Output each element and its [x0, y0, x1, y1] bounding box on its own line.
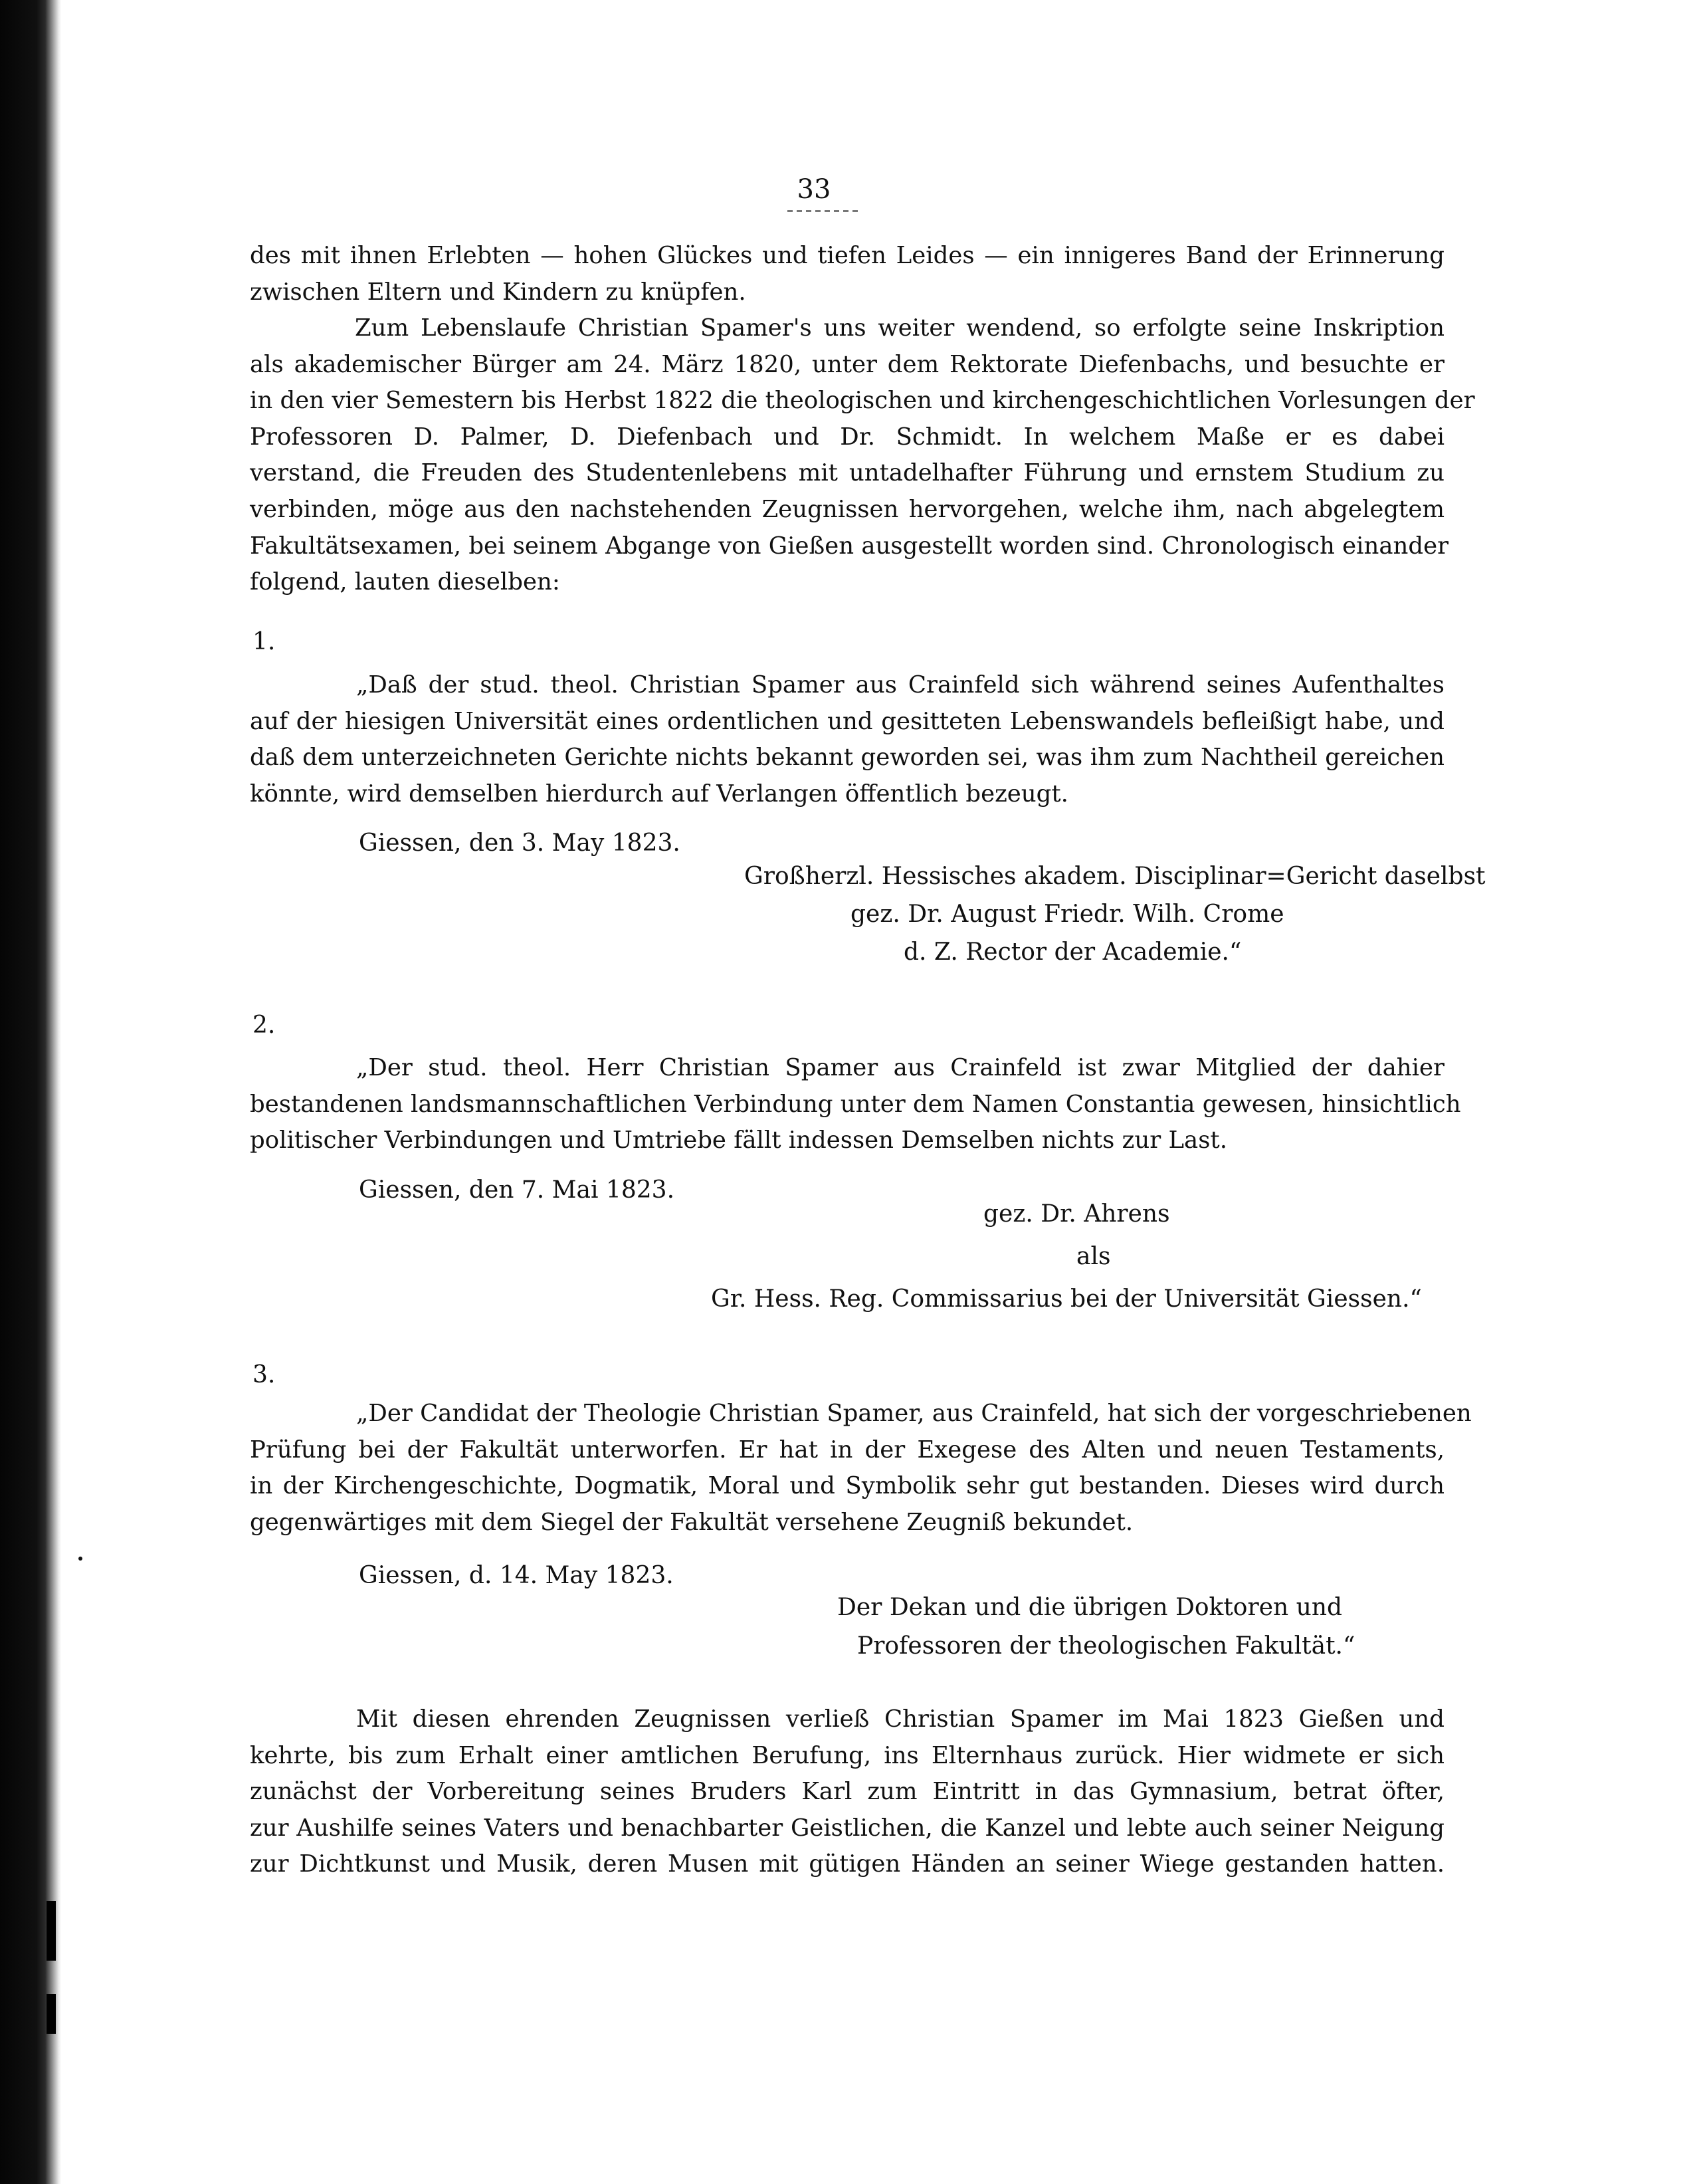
text-line: könnte, wird demselben hierdurch auf Verlangen öffentlich bezeugt. [250, 780, 1068, 808]
closing-paragraph [250, 1701, 1445, 1883]
text-line: zur Aushilfe seines Vaters und benachbarter Geistlichen, die Kanzel und lebte auch seiner Neigung [250, 1814, 1445, 1842]
body-paragraph [250, 310, 1475, 601]
signature-line: Großherzl. Hessisches akadem. Disciplinar=Gericht daselbst [744, 863, 1486, 890]
text-line: zwischen Eltern und Kindern zu knüpfen. [250, 278, 746, 306]
text-line: kehrte, bis zum Erhalt einer amtlichen Berufung, ins Elternhaus zurück. Hier widmete er sich [250, 1741, 1445, 1769]
certificate-number: 1. [252, 628, 276, 655]
text-line: bestandenen landsmannschaftlichen Verbindung unter dem Namen Constantia gewesen, hinsichtlich [250, 1090, 1461, 1118]
text-line: zur Dichtkunst und Musik, deren Musen mit gütigen Händen an seiner Wiege gestanden hatten. [250, 1850, 1445, 1878]
text-line: Professoren D. Palmer, D. Diefenbach und Dr. Schmidt. In welchem Maße er es dabei [250, 423, 1445, 451]
place-date: Giessen, den 7. Mai 1823. [359, 1176, 675, 1204]
text-line: Fakultätsexamen, bei seinem Abgange von Gießen ausgestellt worden sind. Chronologisch einander [250, 532, 1449, 560]
certificate-text [250, 1050, 1461, 1159]
signature-line: gez. Dr. Ahrens [983, 1200, 1170, 1228]
text-line: Prüfung bei der Fakultät unterworfen. Er hat in der Exegese des Alten und neuen Testaments, [250, 1436, 1445, 1464]
text-line: politischer Verbindungen und Umtriebe fällt indessen Demselben nichts zur Last. [250, 1127, 1227, 1154]
text-line: in der Kirchengeschichte, Dogmatik, Moral und Symbolik sehr gut bestanden. Dieses wird durch [250, 1472, 1445, 1500]
signature-line: als [1076, 1243, 1111, 1270]
binding-shadow [47, 1901, 56, 1961]
page-binding-edge [0, 0, 61, 2184]
text-line: verbinden, möge aus den nachstehenden Zeugnissen hervorgehen, welche ihm, nach abgelegtem [250, 495, 1445, 523]
signature-line: d. Z. Rector der Academie.“ [904, 938, 1242, 966]
text-line: „Der stud. theol. Herr Christian Spamer aus Crainfeld ist zwar Mitglied der dahier [356, 1054, 1445, 1081]
text-line: als akademischer Bürger am 24. März 1820, unter dem Rektorate Diefenbachs, und besuchte er [250, 350, 1445, 378]
text-line: verstand, die Freuden des Studentenlebens mit untadelhafter Führung und ernstem Studium zu [250, 459, 1445, 487]
place-date: Giessen, den 3. May 1823. [359, 829, 680, 857]
text-line: folgend, lauten dieselben: [250, 568, 560, 596]
signature-line: Professoren der theologischen Fakultät.“ [857, 1632, 1355, 1660]
text-line: „Der Candidat der Theologie Christian Spamer, aus Crainfeld, hat sich der vorgeschriebenen [356, 1400, 1472, 1427]
page-number: 33 [797, 174, 831, 205]
binding-shadow [47, 1994, 56, 2034]
text-line: „Daß der stud. theol. Christian Spamer aus Crainfeld sich während seines Aufenthaltes [356, 671, 1445, 699]
certificate-text [250, 1396, 1472, 1541]
text-line: des mit ihnen Erlebten — hohen Glückes und tiefen Leides — ein innigeres Band der Erinnerung [250, 242, 1445, 269]
certificate-number: 2. [252, 1012, 276, 1039]
text-line: Mit diesen ehrenden Zeugnissen verließ Christian Spamer im Mai 1823 Gießen und [356, 1705, 1445, 1733]
text-line: daß dem unterzeichneten Gerichte nichts bekannt geworden sei, was ihm zum Nachtheil gereichen [250, 744, 1445, 772]
place-date: Giessen, d. 14. May 1823. [359, 1562, 674, 1589]
certificate-number: 3. [252, 1361, 276, 1388]
stray-mark [78, 1557, 82, 1561]
signature-line: gez. Dr. August Friedr. Wilh. Crome [850, 901, 1284, 928]
text-line: in den vier Semestern bis Herbst 1822 die theologischen und kirchengeschichtlichen Vorlesungen der [250, 387, 1475, 415]
signature-line: Der Dekan und die übrigen Doktoren und [837, 1594, 1343, 1621]
page-number-rule [787, 210, 860, 212]
text-line: auf der hiesigen Universität eines ordentlichen und gesitteten Lebenswandels befleißigt habe, und [250, 707, 1445, 735]
intro-paragraph [250, 238, 1445, 310]
text-line: Zum Lebenslaufe Christian Spamer's uns weiter wendend, so erfolgte seine Inskription [355, 314, 1445, 342]
signature-line: Gr. Hess. Reg. Commissarius bei der Universität Giessen.“ [711, 1285, 1422, 1313]
certificate-text [250, 667, 1445, 812]
text-line: gegenwärtiges mit dem Siegel der Fakultät versehene Zeugniß bekundet. [250, 1508, 1134, 1536]
text-line: zunächst der Vorbereitung seines Bruders Karl zum Eintritt in das Gymnasium, betrat öfter, [250, 1778, 1445, 1806]
